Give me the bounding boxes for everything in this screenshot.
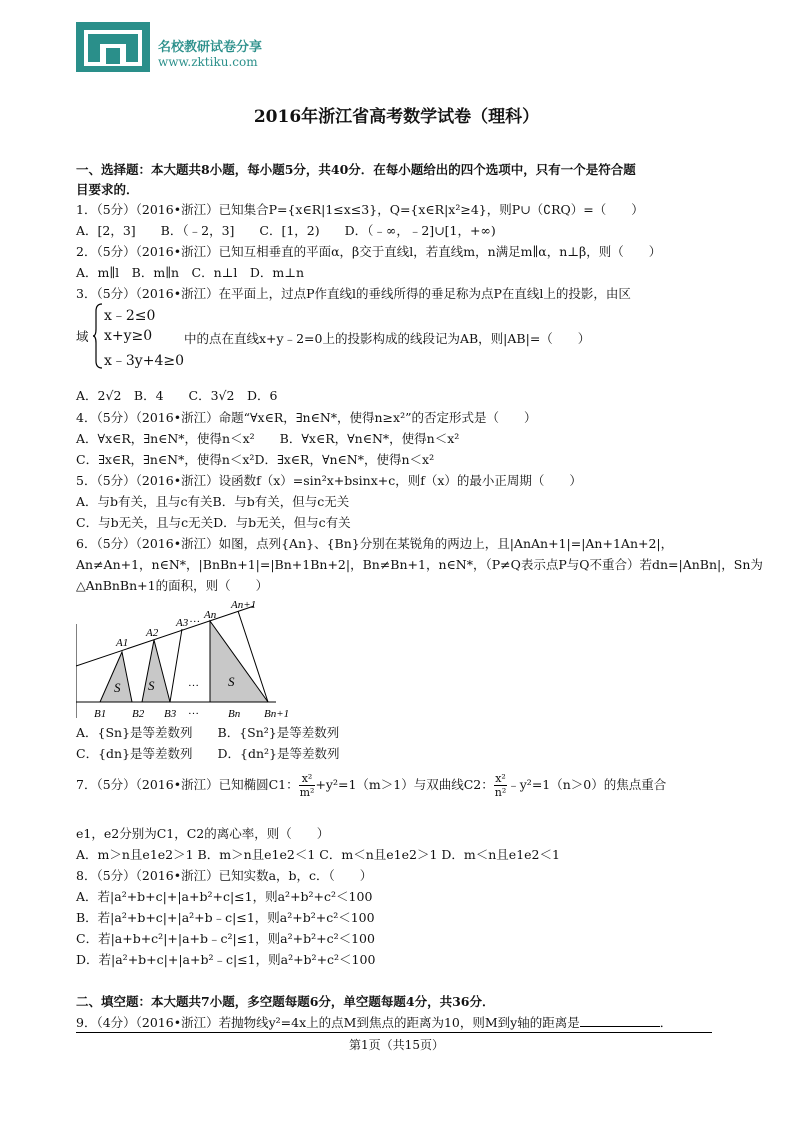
- label-s2: S: [148, 678, 155, 693]
- q9-stem: 9．（4分）（2016•浙江）若抛物线y²=4x上的点M到焦点的距离为10，则M到y轴的距离是: [76, 1015, 580, 1030]
- footer-rule: [76, 1032, 712, 1033]
- q8-option-b: B．若|a²+b+c|+|a²+b﹣c|≤1，则a²+b²+c²＜100: [76, 910, 375, 925]
- q4-options-ab: A．∀x∈R，∃n∈N*，使得n＜x² B．∀x∈R，∀n∈N*，使得n＜x²: [76, 431, 460, 446]
- q6-stem-line3: △AnBnBn+1的面积，则（ ）: [76, 578, 269, 593]
- label-b2: B2: [132, 708, 145, 720]
- q5-stem: 5．（5分）（2016•浙江）设函数f（x）=sin²x+bsinx+c，则f（x）的最小正周期（ ）: [76, 473, 582, 488]
- q2-options: A．m∥l B．m∥n C．n⊥l D．m⊥n: [76, 265, 305, 280]
- q7-stem-b: +y²=1（m＞1）与双曲线C2：: [315, 777, 494, 792]
- label-bn: Bn: [228, 708, 241, 720]
- label-bottom-dots: …: [188, 705, 199, 717]
- label-a3: A3: [176, 617, 189, 629]
- label-b1: B1: [94, 708, 107, 720]
- q5-options-ab: A．与b有关，且与c有关B．与b有关，但与c无关: [76, 494, 350, 509]
- label-top-dots: …: [190, 613, 200, 625]
- q8-option-c: C．若|a+b+c²|+|a+b﹣c²|≤1，则a²+b²+c²＜100: [76, 931, 375, 946]
- q6-figure: [76, 596, 296, 726]
- section1-heading-line2: 目要求的．: [76, 182, 139, 197]
- label-bn1: Bn+1: [264, 708, 290, 720]
- label-mid-dots: …: [188, 677, 199, 689]
- label-b3: B3: [164, 708, 177, 720]
- q4-options-cd: C．∃x∈R，∃n∈N*，使得n＜x²D．∃x∈R，∀n∈N*，使得n＜x²: [76, 452, 435, 467]
- page-footer: 第1页（共15页）: [349, 1038, 444, 1052]
- label-s1: S: [114, 680, 121, 695]
- q3-stem-line1: 3．（5分）（2016•浙江）在平面上，过点P作直线l的垂线所得的垂足称为点P在直线l上的投影，由区: [76, 286, 631, 301]
- q6-stem-line1: 6．（5分）（2016•浙江）如图，点列{An}、{Bn}分别在某锐角的两边上，且|AnAn+1|=|An+1An+2|，: [76, 536, 674, 551]
- q8-stem: 8．（5分）（2016•浙江）已知实数a，b，c．（ ）: [76, 868, 373, 883]
- q7-stem-line2: e1，e2分别为C1，C2的离心率，则（ ）: [76, 826, 330, 841]
- logo-text: 名校教研试卷分享: [158, 39, 263, 54]
- q8-option-d: D．若|a²+b+c|+|a+b²﹣c|≤1，则a²+b²+c²＜100: [76, 952, 376, 967]
- q3-brace: [92, 303, 104, 369]
- q7-frac1-num: x²: [299, 772, 316, 786]
- page-title: 2016年浙江省高考数学试卷（理科）: [253, 107, 540, 127]
- q6-options-cd: C．{dn}是等差数列 D．{dn²}是等差数列: [76, 746, 340, 761]
- q9-answer-blank: [580, 1014, 660, 1027]
- label-a1: A1: [116, 637, 129, 649]
- label-an: An: [204, 609, 217, 621]
- logo-url: www.zktiku.com: [158, 55, 258, 69]
- q7-stem-line1: [76, 770, 666, 800]
- q8-option-a: A．若|a²+b+c|+|a+b²+c|≤1，则a²+b²+c²＜100: [76, 889, 373, 904]
- q7-frac2-den: n²: [494, 786, 507, 799]
- q7-fraction-hyperbola: [494, 772, 508, 799]
- q7-options: A．m＞n且e1e2＞1 B．m＞n且e1e2＜1 C．m＜n且e1e2＞1 D．m＜n且e1e2＜1: [76, 847, 560, 862]
- section1-heading-line1: 一、选择题：本大题共8小题，每小题5分，共40分．在每小题给出的四个选项中，只有一个是符合题: [76, 162, 636, 177]
- q3-system-ineq3: x﹣3y+4≥0: [104, 353, 184, 369]
- section2-heading: 二、填空题：本大题共7小题，多空题每题6分，单空题每题4分，共36分．: [76, 994, 495, 1009]
- label-a2: A2: [146, 627, 159, 639]
- logo-mark: [76, 22, 150, 72]
- q9-end: ．: [659, 1015, 673, 1030]
- triangle-n: [210, 621, 268, 702]
- q3-domain-word: 域: [76, 329, 89, 344]
- q3-options: A．2√2 B．4 C．3√2 D．6: [76, 388, 278, 403]
- q7-frac2-num: x²: [495, 772, 506, 785]
- q4-stem: 4．（5分）（2016•浙江）命题“∀x∈R，∃n∈N*，使得n≥x²”的否定形式是（ ）: [76, 410, 537, 425]
- q3-stem-line2: 中的点在直线x+y﹣2=0上的投影构成的线段记为AB，则|AB|=（ ）: [184, 331, 591, 346]
- label-s3: S: [228, 674, 235, 689]
- q1-stem: 1．（5分）（2016•浙江）已知集合P={x∈R|1≤x≤3}，Q={x∈R|x²≥4}，则P∪（∁RQ）=（ ）: [76, 202, 644, 217]
- triangle-2: [142, 640, 170, 702]
- label-an1: An+1: [231, 599, 257, 611]
- q3-system-ineq2: x+y≥0: [104, 328, 153, 344]
- q3-system-ineq1: x﹣2≤0: [104, 308, 156, 324]
- q7-stem-a: 7．（5分）（2016•浙江）已知椭圆C1：: [76, 777, 299, 792]
- q1-options: A．[2，3] B．（﹣2，3] C．[1，2) D．（﹣∞，﹣2]∪[1，+∞): [76, 223, 496, 238]
- q7-frac1-den: m²: [299, 786, 315, 799]
- q6-options-ab: A．{Sn}是等差数列 B．{Sn²}是等差数列: [76, 725, 340, 740]
- q9-stem-line: [76, 1014, 672, 1031]
- q6-stem-line2: An≠An+1，n∈N*，|BnBn+1|=|Bn+1Bn+2|，Bn≠Bn+1，n∈N*，（P≠Q表示点P与Q不重合）若dn=|AnBn|，Sn为: [76, 557, 763, 572]
- segment-a3: [170, 629, 182, 702]
- q7-fraction-ellipse: [299, 772, 316, 799]
- q2-stem: 2．（5分）（2016•浙江）已知互相垂直的平面α，β交于直线l，若直线m，n满足m∥α，n⊥β，则（ ）: [76, 244, 662, 259]
- q7-stem-c: ﹣y²=1（n＞0）的焦点重合: [507, 777, 667, 792]
- q5-options-cd: C．与b无关，且与c无关D．与b无关，但与c有关: [76, 515, 351, 530]
